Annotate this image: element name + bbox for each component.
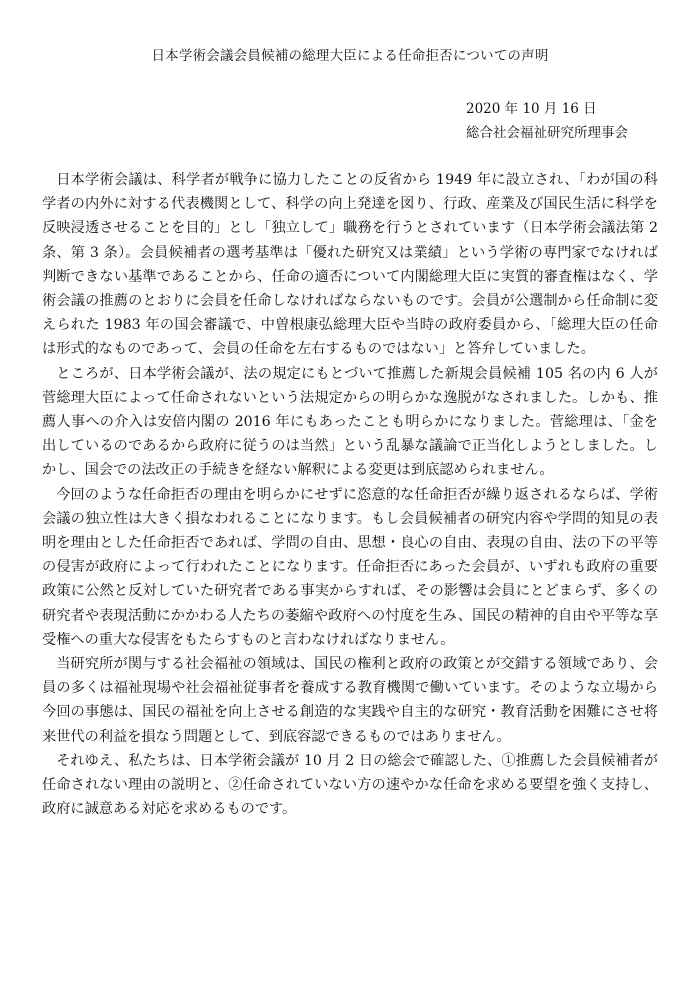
paragraph-2: ところが、日本学術会議が、法の規定にもとづいて推薦した新規会員候補 105 名の内 6 人が菅総理大臣によって任命されないという法規定からの明らかな逸脱がなされました。しかも、推薦人事への介入は安倍内閣の 2016 年にもあったことも明らかになりました。菅総理は、「金を出しているのであるから政府に従うのは当然」という乱暴な議論で正当化しようとしました。しかし、国会での法改正の手続きを経ない解釈による変更は到底認められません。 [42, 365, 658, 479]
paragraph-4: 当研究所が関与する社会福祉の領域は、国民の権利と政府の政策とが交錯する領域であり、会員の多くは福祉現場や社会福祉従事者を養成する教育機関で働いています。そのような立場から今回の事態は、国民の福祉を向上させる創造的な実践や自主的な研究・教育活動を困難にさせ将来世代の利益を損なう問題として、到底容認できるものではありません。 [42, 656, 658, 745]
document-meta [466, 97, 628, 145]
paragraph-3: 今回のような任命拒否の理由を明らかにせずに恣意的な任命拒否が繰り返されるならば、学術会議の独立性は大きく損なわれることになります。もし会員候補者の研究内容や学問的知見の表明を理由とした任命拒否であれば、学問の自由、思想・良心の自由、表現の自由、法の下の平等の侵害が政府によって行われたことになります。任命拒否にあった会員が、いずれも政府の重要政策に公然と反対していた研究者である事実からすれば、その影響は会員にとどまらず、多くの研究者や表現活動にかかわる人たちの萎縮や政府への忖度を生み、国民の精神的自由や平等な享受権への重大な侵害をもたらすものと言わなければなりません。 [42, 486, 658, 648]
document-body [42, 168, 658, 821]
document-title: 日本学術会議会員候補の総理大臣による任命拒否についての声明 [151, 48, 549, 64]
document-issuer: 総合社会福祉研究所理事会 [466, 125, 628, 141]
document-date: 2020 年 10 月 16 日 [466, 101, 597, 117]
paragraph-5: それゆえ、私たちは、日本学術会議が 10 月 2 日の総会で確認した、①推薦した会員候補者が任命されない理由の説明と、②任命されていない方の速やかな任命を求める要望を強く支持し、政府に誠意ある対応を求めるものです。 [42, 752, 658, 818]
paragraph-1: 日本学術会議は、科学者が戦争に協力したことの反省から 1949 年に設立され、「わが国の科学者の内外に対する代表機関として、科学の向上発達を図り、行政、産業及び国民生活に科学を反映浸透させることを目的」とし「独立して」職務を行うとされています（日本学術会議法第 2 条、第 3 条）。会員候補者の選考基準は「優れた研究又は業績」という学術の専門家でなければ判断できない基準であることから、任命の適否について内閣総理大臣に実質的審査権はなく、学術会議の推薦のとおりに会員を任命しなければならないものです。会員が公選制から任命制に変えられた 1983 年の国会審議で、中曽根康弘総理大臣や当時の政府委員から、「総理大臣の任命は形式的なものであって、会員の任命を左右するものではない」と答弁していました。 [42, 172, 658, 358]
